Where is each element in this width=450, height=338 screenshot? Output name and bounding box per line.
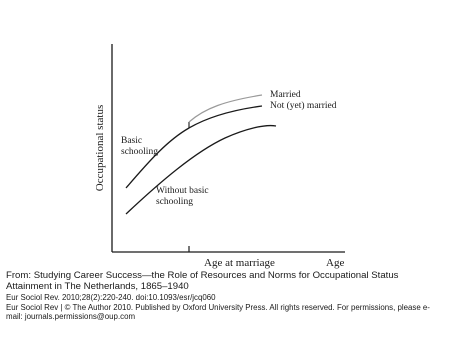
not-married-label: Not (yet) married — [270, 101, 337, 111]
not-married-curve — [189, 106, 262, 128]
basic-schooling-label-line2: schooling — [121, 147, 158, 157]
without-basic-label-line2: schooling — [156, 197, 193, 207]
without-basic-label-line1: Without basic — [156, 186, 209, 196]
caption-copyright: Eur Sociol Rev | © The Author 2010. Published by Oxford University Press. All rights reserved. For permissions, please e-mail: journals.permissions@oup.com — [6, 302, 430, 322]
figure-caption — [6, 270, 446, 322]
y-axis-label: Occupational status — [94, 104, 106, 192]
married-label: Married — [270, 90, 301, 100]
married-curve — [189, 95, 262, 122]
x-marker-label: Age at marriage — [204, 257, 275, 269]
x-axis-label: Age — [326, 257, 345, 269]
without-basic-schooling-curve — [126, 126, 276, 214]
caption-citation: Eur Sociol Rev. 2010;28(2):220-240. doi:10.1093/esr/jcq060 — [6, 293, 216, 302]
basic-schooling-label-line1: Basic — [121, 136, 143, 146]
caption-title: From: Studying Career Success—the Role of Resources and Norms for Occupational Status Attainment in The Netherlands, 1865–1940 — [6, 270, 399, 292]
